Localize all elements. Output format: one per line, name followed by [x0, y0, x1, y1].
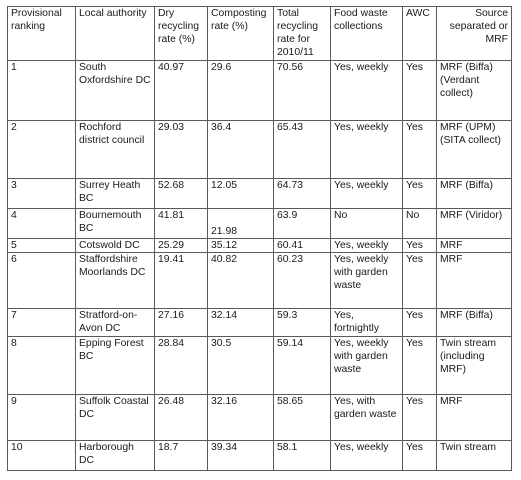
cell-source: MRF (Biffa) [437, 179, 512, 209]
cell-awc: Yes [403, 441, 437, 471]
cell-food-waste-collections: Yes, fortnightly [331, 309, 403, 337]
cell-local-authority: Suffolk Coastal DC [76, 395, 155, 441]
cell-ranking: 3 [8, 179, 76, 209]
table-header-row [8, 7, 512, 61]
cell-composting-rate: 32.14 [208, 309, 274, 337]
cell-food-waste-collections: Yes, with garden waste [331, 395, 403, 441]
cell-local-authority: Epping Forest BC [76, 337, 155, 395]
cell-dry-recycling-rate: 29.03 [155, 121, 208, 179]
cell-ranking: 5 [8, 239, 76, 253]
cell-dry-recycling-rate: 26.48 [155, 395, 208, 441]
cell-local-authority: Harborough DC [76, 441, 155, 471]
column-header-composting-rate: Composting rate (%) [208, 7, 274, 61]
cell-total-recycling-rate: 58.1 [274, 441, 331, 471]
cell-total-recycling-rate: 60.23 [274, 253, 331, 309]
cell-food-waste-collections: Yes, weekly [331, 179, 403, 209]
cell-source: MRF (Viridor) [437, 209, 512, 239]
cell-composting-rate: 29.6 [208, 61, 274, 121]
cell-food-waste-collections: Yes, weekly [331, 239, 403, 253]
column-header-total-recycling-rate: Total recycling rate for 2010/11 [274, 7, 331, 61]
cell-total-recycling-rate: 58.65 [274, 395, 331, 441]
cell-awc: Yes [403, 337, 437, 395]
cell-source: MRF (Biffa) (Verdant collect) [437, 61, 512, 121]
cell-local-authority: Surrey Heath BC [76, 179, 155, 209]
cell-awc: No [403, 209, 437, 239]
column-header-local-authority: Local authority [76, 7, 155, 61]
recycling-rankings-table [7, 6, 512, 471]
cell-composting-rate: 12.05 [208, 179, 274, 209]
table-row [8, 395, 512, 441]
table-row [8, 179, 512, 209]
cell-total-recycling-rate: 70.56 [274, 61, 331, 121]
cell-source: MRF [437, 239, 512, 253]
cell-composting-rate: 32.16 [208, 395, 274, 441]
column-header-awc: AWC [403, 7, 437, 61]
table-row [8, 309, 512, 337]
column-header-source-separated-or-mrf: Source separated or MRF [437, 7, 512, 61]
table-row [8, 209, 512, 239]
cell-composting-rate: 36.4 [208, 121, 274, 179]
cell-ranking: 8 [8, 337, 76, 395]
column-header-dry-recycling-rate: Dry recycling rate (%) [155, 7, 208, 61]
cell-ranking: 4 [8, 209, 76, 239]
cell-dry-recycling-rate: 27.16 [155, 309, 208, 337]
cell-source: MRF [437, 395, 512, 441]
cell-local-authority: South Oxfordshire DC [76, 61, 155, 121]
cell-source: MRF [437, 253, 512, 309]
cell-ranking: 10 [8, 441, 76, 471]
cell-dry-recycling-rate: 52.68 [155, 179, 208, 209]
cell-source: Twin stream (including MRF) [437, 337, 512, 395]
cell-dry-recycling-rate: 19.41 [155, 253, 208, 309]
table-row [8, 253, 512, 309]
cell-local-authority: Cotswold DC [76, 239, 155, 253]
cell-total-recycling-rate: 63.9 [274, 209, 331, 239]
cell-source: MRF (UPM) (SITA collect) [437, 121, 512, 179]
cell-ranking: 1 [8, 61, 76, 121]
cell-dry-recycling-rate: 41.81 [155, 209, 208, 239]
cell-composting-rate: 21.98 [208, 209, 274, 239]
cell-food-waste-collections: Yes, weekly [331, 61, 403, 121]
table-row [8, 61, 512, 121]
cell-awc: Yes [403, 121, 437, 179]
cell-composting-rate: 39.34 [208, 441, 274, 471]
cell-local-authority: Rochford district council [76, 121, 155, 179]
cell-dry-recycling-rate: 28.84 [155, 337, 208, 395]
cell-food-waste-collections: Yes, weekly with garden waste [331, 253, 403, 309]
cell-total-recycling-rate: 60.41 [274, 239, 331, 253]
cell-local-authority: Stratford-on-Avon DC [76, 309, 155, 337]
cell-dry-recycling-rate: 25.29 [155, 239, 208, 253]
cell-ranking: 6 [8, 253, 76, 309]
cell-awc: Yes [403, 309, 437, 337]
cell-food-waste-collections: Yes, weekly [331, 121, 403, 179]
cell-food-waste-collections: Yes, weekly with garden waste [331, 337, 403, 395]
cell-composting-rate: 35.12 [208, 239, 274, 253]
table-row [8, 239, 512, 253]
cell-source: Twin stream [437, 441, 512, 471]
cell-food-waste-collections: Yes, weekly [331, 441, 403, 471]
table-row [8, 121, 512, 179]
cell-ranking: 7 [8, 309, 76, 337]
table-row [8, 441, 512, 471]
cell-total-recycling-rate: 59.3 [274, 309, 331, 337]
cell-dry-recycling-rate: 18.7 [155, 441, 208, 471]
cell-composting-rate: 30.5 [208, 337, 274, 395]
cell-local-authority: Staffordshire Moorlands DC [76, 253, 155, 309]
cell-ranking: 9 [8, 395, 76, 441]
cell-source: MRF (Biffa) [437, 309, 512, 337]
cell-awc: Yes [403, 179, 437, 209]
cell-food-waste-collections: No [331, 209, 403, 239]
cell-total-recycling-rate: 59.14 [274, 337, 331, 395]
recycling-table-container [7, 6, 511, 471]
cell-total-recycling-rate: 64.73 [274, 179, 331, 209]
cell-ranking: 2 [8, 121, 76, 179]
column-header-ranking: Provisional ranking [8, 7, 76, 61]
cell-composting-rate: 40.82 [208, 253, 274, 309]
cell-local-authority: Bournemouth BC [76, 209, 155, 239]
column-header-food-waste-collections: Food waste collections [331, 7, 403, 61]
cell-dry-recycling-rate: 40.97 [155, 61, 208, 121]
cell-awc: Yes [403, 239, 437, 253]
cell-awc: Yes [403, 253, 437, 309]
cell-awc: Yes [403, 61, 437, 121]
cell-awc: Yes [403, 395, 437, 441]
table-row [8, 337, 512, 395]
cell-total-recycling-rate: 65.43 [274, 121, 331, 179]
